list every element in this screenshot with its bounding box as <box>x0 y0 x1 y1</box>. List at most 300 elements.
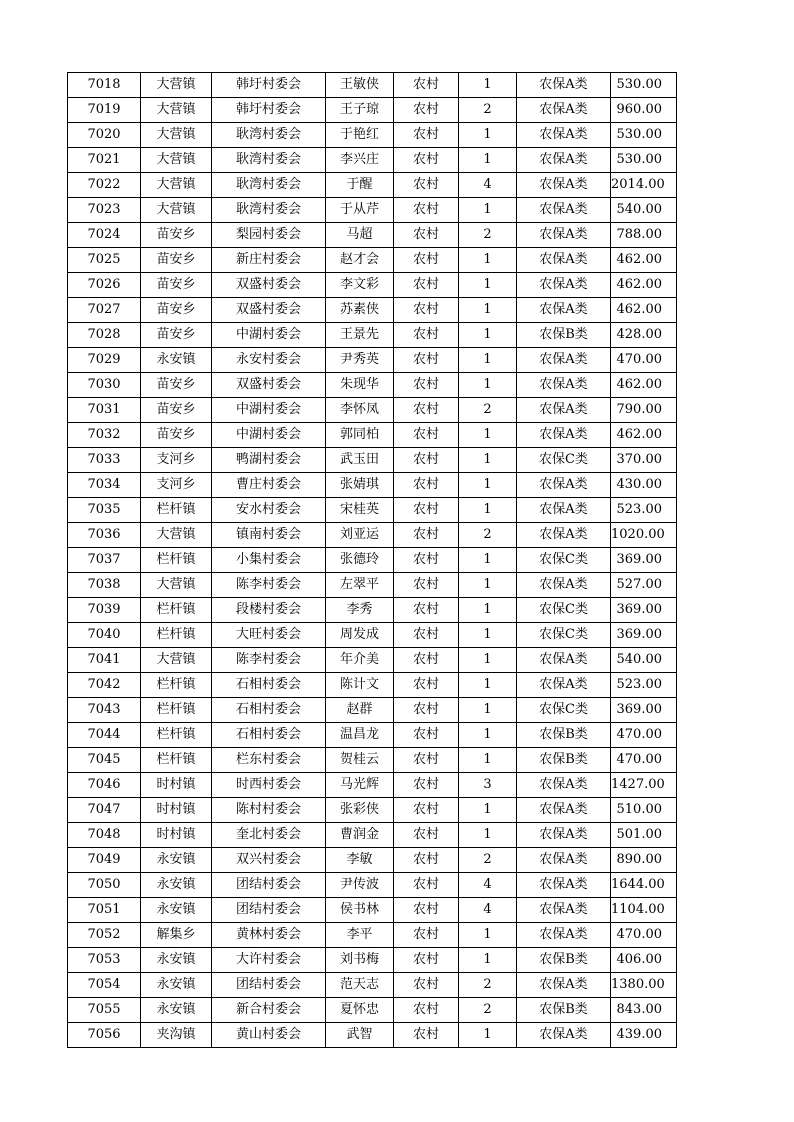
village-committee-cell: 石相村委会 <box>212 698 326 723</box>
person-name-cell: 赵才会 <box>326 248 394 273</box>
member-count-cell: 1 <box>459 448 517 473</box>
amount-cell: 540.00 <box>611 198 677 223</box>
insurance-category-cell: 农保A类 <box>517 148 611 173</box>
household-type-cell: 农村 <box>394 498 459 523</box>
village-committee-cell: 栏东村委会 <box>212 748 326 773</box>
village-committee-cell: 石相村委会 <box>212 673 326 698</box>
record-id-cell: 7029 <box>68 348 141 373</box>
amount-cell: 530.00 <box>611 123 677 148</box>
table-row <box>68 948 677 973</box>
village-committee-cell: 团结村委会 <box>212 973 326 998</box>
table-row <box>68 773 677 798</box>
amount-cell: 790.00 <box>611 398 677 423</box>
record-id-cell: 7035 <box>68 498 141 523</box>
person-name-cell: 苏素侠 <box>326 298 394 323</box>
insurance-category-cell: 农保A类 <box>517 573 611 598</box>
town-cell: 栏杆镇 <box>141 723 212 748</box>
table-row <box>68 198 677 223</box>
person-name-cell: 李兴庄 <box>326 148 394 173</box>
amount-cell: 370.00 <box>611 448 677 473</box>
insurance-category-cell: 农保B类 <box>517 723 611 748</box>
person-name-cell: 刘书梅 <box>326 948 394 973</box>
member-count-cell: 1 <box>459 273 517 298</box>
record-id-cell: 7018 <box>68 73 141 98</box>
record-id-cell: 7021 <box>68 148 141 173</box>
record-id-cell: 7033 <box>68 448 141 473</box>
member-count-cell: 2 <box>459 523 517 548</box>
household-type-cell: 农村 <box>394 423 459 448</box>
amount-cell: 470.00 <box>611 723 677 748</box>
person-name-cell: 宋桂英 <box>326 498 394 523</box>
table-row <box>68 973 677 998</box>
table-row <box>68 748 677 773</box>
table-row <box>68 223 677 248</box>
insurance-category-cell: 农保B类 <box>517 998 611 1023</box>
village-committee-cell: 陈李村委会 <box>212 648 326 673</box>
town-cell: 时村镇 <box>141 798 212 823</box>
household-type-cell: 农村 <box>394 298 459 323</box>
town-cell: 苗安乡 <box>141 298 212 323</box>
household-type-cell: 农村 <box>394 848 459 873</box>
table-row <box>68 548 677 573</box>
person-name-cell: 于从芹 <box>326 198 394 223</box>
insurance-category-cell: 农保A类 <box>517 223 611 248</box>
table-row <box>68 373 677 398</box>
table-row <box>68 298 677 323</box>
member-count-cell: 1 <box>459 573 517 598</box>
household-type-cell: 农村 <box>394 898 459 923</box>
member-count-cell: 2 <box>459 998 517 1023</box>
person-name-cell: 年介美 <box>326 648 394 673</box>
household-type-cell: 农村 <box>394 948 459 973</box>
town-cell: 支河乡 <box>141 473 212 498</box>
table-row <box>68 848 677 873</box>
town-cell: 永安镇 <box>141 898 212 923</box>
table-row <box>68 923 677 948</box>
village-committee-cell: 耿湾村委会 <box>212 173 326 198</box>
table-row <box>68 623 677 648</box>
table-row <box>68 323 677 348</box>
household-type-cell: 农村 <box>394 273 459 298</box>
town-cell: 苗安乡 <box>141 398 212 423</box>
table-row <box>68 673 677 698</box>
person-name-cell: 刘亚运 <box>326 523 394 548</box>
person-name-cell: 武玉田 <box>326 448 394 473</box>
insurance-category-cell: 农保C类 <box>517 598 611 623</box>
amount-cell: 406.00 <box>611 948 677 973</box>
town-cell: 大营镇 <box>141 173 212 198</box>
person-name-cell: 温昌龙 <box>326 723 394 748</box>
amount-cell: 462.00 <box>611 273 677 298</box>
insurance-category-cell: 农保C类 <box>517 623 611 648</box>
member-count-cell: 1 <box>459 373 517 398</box>
town-cell: 夹沟镇 <box>141 1023 212 1048</box>
town-cell: 时村镇 <box>141 823 212 848</box>
table-row <box>68 423 677 448</box>
record-id-cell: 7023 <box>68 198 141 223</box>
record-id-cell: 7025 <box>68 248 141 273</box>
town-cell: 苗安乡 <box>141 273 212 298</box>
person-name-cell: 李怀凤 <box>326 398 394 423</box>
village-committee-cell: 双盛村委会 <box>212 273 326 298</box>
household-type-cell: 农村 <box>394 798 459 823</box>
town-cell: 大营镇 <box>141 148 212 173</box>
amount-cell: 369.00 <box>611 598 677 623</box>
amount-cell: 430.00 <box>611 473 677 498</box>
person-name-cell: 赵群 <box>326 698 394 723</box>
insurance-category-cell: 农保A类 <box>517 273 611 298</box>
member-count-cell: 1 <box>459 723 517 748</box>
amount-cell: 527.00 <box>611 573 677 598</box>
amount-cell: 1020.00 <box>611 523 677 548</box>
member-count-cell: 1 <box>459 673 517 698</box>
household-type-cell: 农村 <box>394 323 459 348</box>
village-committee-cell: 安水村委会 <box>212 498 326 523</box>
amount-cell: 470.00 <box>611 923 677 948</box>
table-row <box>68 998 677 1023</box>
village-committee-cell: 段楼村委会 <box>212 598 326 623</box>
amount-cell: 2014.00 <box>611 173 677 198</box>
record-id-cell: 7051 <box>68 898 141 923</box>
insurance-category-cell: 农保A类 <box>517 523 611 548</box>
insurance-category-cell: 农保A类 <box>517 773 611 798</box>
record-id-cell: 7019 <box>68 98 141 123</box>
table-row <box>68 273 677 298</box>
record-id-cell: 7036 <box>68 523 141 548</box>
insurance-category-cell: 农保C类 <box>517 548 611 573</box>
household-type-cell: 农村 <box>394 348 459 373</box>
person-name-cell: 李秀 <box>326 598 394 623</box>
insurance-category-cell: 农保A类 <box>517 1023 611 1048</box>
person-name-cell: 范天志 <box>326 973 394 998</box>
household-type-cell: 农村 <box>394 73 459 98</box>
insurance-category-cell: 农保A类 <box>517 373 611 398</box>
household-type-cell: 农村 <box>394 823 459 848</box>
household-type-cell: 农村 <box>394 248 459 273</box>
member-count-cell: 1 <box>459 473 517 498</box>
amount-cell: 1104.00 <box>611 898 677 923</box>
amount-cell: 523.00 <box>611 498 677 523</box>
table-row <box>68 173 677 198</box>
town-cell: 大营镇 <box>141 198 212 223</box>
town-cell: 大营镇 <box>141 123 212 148</box>
person-name-cell: 王景先 <box>326 323 394 348</box>
household-type-cell: 农村 <box>394 698 459 723</box>
insurance-category-cell: 农保A类 <box>517 498 611 523</box>
record-id-cell: 7030 <box>68 373 141 398</box>
amount-cell: 470.00 <box>611 348 677 373</box>
town-cell: 永安镇 <box>141 348 212 373</box>
person-name-cell: 陈计文 <box>326 673 394 698</box>
person-name-cell: 贺桂云 <box>326 748 394 773</box>
record-id-cell: 7056 <box>68 1023 141 1048</box>
amount-cell: 843.00 <box>611 998 677 1023</box>
village-committee-cell: 韩圩村委会 <box>212 73 326 98</box>
insurance-category-cell: 农保A类 <box>517 248 611 273</box>
village-committee-cell: 中湖村委会 <box>212 398 326 423</box>
member-count-cell: 1 <box>459 698 517 723</box>
village-committee-cell: 鸭湖村委会 <box>212 448 326 473</box>
member-count-cell: 1 <box>459 798 517 823</box>
person-name-cell: 尹秀英 <box>326 348 394 373</box>
insurance-category-cell: 农保A类 <box>517 973 611 998</box>
member-count-cell: 1 <box>459 123 517 148</box>
table-row <box>68 348 677 373</box>
member-count-cell: 1 <box>459 923 517 948</box>
insurance-category-cell: 农保B类 <box>517 948 611 973</box>
town-cell: 栏杆镇 <box>141 623 212 648</box>
insurance-category-cell: 农保A类 <box>517 198 611 223</box>
village-committee-cell: 小集村委会 <box>212 548 326 573</box>
table-row <box>68 73 677 98</box>
person-name-cell: 李敏 <box>326 848 394 873</box>
household-type-cell: 农村 <box>394 573 459 598</box>
member-count-cell: 1 <box>459 498 517 523</box>
amount-cell: 890.00 <box>611 848 677 873</box>
village-committee-cell: 镇南村委会 <box>212 523 326 548</box>
household-type-cell: 农村 <box>394 98 459 123</box>
household-type-cell: 农村 <box>394 173 459 198</box>
town-cell: 栏杆镇 <box>141 498 212 523</box>
person-name-cell: 尹传波 <box>326 873 394 898</box>
village-committee-cell: 双盛村委会 <box>212 298 326 323</box>
amount-cell: 462.00 <box>611 248 677 273</box>
household-type-cell: 农村 <box>394 998 459 1023</box>
amount-cell: 788.00 <box>611 223 677 248</box>
record-id-cell: 7044 <box>68 723 141 748</box>
town-cell: 支河乡 <box>141 448 212 473</box>
person-name-cell: 武智 <box>326 1023 394 1048</box>
record-id-cell: 7037 <box>68 548 141 573</box>
village-committee-cell: 时西村委会 <box>212 773 326 798</box>
town-cell: 大营镇 <box>141 98 212 123</box>
record-id-cell: 7038 <box>68 573 141 598</box>
person-name-cell: 张德玲 <box>326 548 394 573</box>
record-id-cell: 7046 <box>68 773 141 798</box>
amount-cell: 369.00 <box>611 548 677 573</box>
town-cell: 永安镇 <box>141 998 212 1023</box>
table-row <box>68 98 677 123</box>
household-type-cell: 农村 <box>394 973 459 998</box>
insurance-category-cell: 农保A类 <box>517 123 611 148</box>
record-id-cell: 7047 <box>68 798 141 823</box>
amount-cell: 530.00 <box>611 148 677 173</box>
record-id-cell: 7040 <box>68 623 141 648</box>
village-committee-cell: 奎北村委会 <box>212 823 326 848</box>
town-cell: 大营镇 <box>141 648 212 673</box>
record-id-cell: 7031 <box>68 398 141 423</box>
table-row <box>68 473 677 498</box>
village-committee-cell: 陈村村委会 <box>212 798 326 823</box>
member-count-cell: 2 <box>459 848 517 873</box>
village-committee-cell: 团结村委会 <box>212 873 326 898</box>
amount-cell: 369.00 <box>611 623 677 648</box>
insurance-category-cell: 农保A类 <box>517 423 611 448</box>
town-cell: 苗安乡 <box>141 248 212 273</box>
record-id-cell: 7055 <box>68 998 141 1023</box>
amount-cell: 470.00 <box>611 748 677 773</box>
member-count-cell: 1 <box>459 73 517 98</box>
member-count-cell: 1 <box>459 823 517 848</box>
person-name-cell: 马光辉 <box>326 773 394 798</box>
insurance-category-cell: 农保A类 <box>517 648 611 673</box>
village-committee-cell: 耿湾村委会 <box>212 198 326 223</box>
table-row <box>68 1023 677 1048</box>
record-id-cell: 7020 <box>68 123 141 148</box>
member-count-cell: 3 <box>459 773 517 798</box>
amount-cell: 1427.00 <box>611 773 677 798</box>
insurance-category-cell: 农保A类 <box>517 873 611 898</box>
member-count-cell: 4 <box>459 873 517 898</box>
person-name-cell: 王敏侠 <box>326 73 394 98</box>
town-cell: 栏杆镇 <box>141 698 212 723</box>
records-table <box>67 72 677 1048</box>
table-row <box>68 698 677 723</box>
household-type-cell: 农村 <box>394 723 459 748</box>
member-count-cell: 1 <box>459 348 517 373</box>
member-count-cell: 1 <box>459 248 517 273</box>
insurance-category-cell: 农保A类 <box>517 98 611 123</box>
amount-cell: 462.00 <box>611 298 677 323</box>
record-id-cell: 7026 <box>68 273 141 298</box>
insurance-category-cell: 农保A类 <box>517 398 611 423</box>
household-type-cell: 农村 <box>394 473 459 498</box>
member-count-cell: 1 <box>459 1023 517 1048</box>
town-cell: 栏杆镇 <box>141 548 212 573</box>
amount-cell: 369.00 <box>611 698 677 723</box>
household-type-cell: 农村 <box>394 148 459 173</box>
record-id-cell: 7052 <box>68 923 141 948</box>
village-committee-cell: 中湖村委会 <box>212 323 326 348</box>
member-count-cell: 1 <box>459 748 517 773</box>
household-type-cell: 农村 <box>394 123 459 148</box>
amount-cell: 462.00 <box>611 373 677 398</box>
household-type-cell: 农村 <box>394 448 459 473</box>
household-type-cell: 农村 <box>394 373 459 398</box>
town-cell: 栏杆镇 <box>141 673 212 698</box>
town-cell: 永安镇 <box>141 848 212 873</box>
village-committee-cell: 团结村委会 <box>212 898 326 923</box>
village-committee-cell: 梨园村委会 <box>212 223 326 248</box>
member-count-cell: 1 <box>459 323 517 348</box>
person-name-cell: 张婧琪 <box>326 473 394 498</box>
record-id-cell: 7045 <box>68 748 141 773</box>
household-type-cell: 农村 <box>394 523 459 548</box>
table-row <box>68 723 677 748</box>
member-count-cell: 2 <box>459 98 517 123</box>
table-row <box>68 898 677 923</box>
town-cell: 栏杆镇 <box>141 598 212 623</box>
village-committee-cell: 黄林村委会 <box>212 923 326 948</box>
town-cell: 栏杆镇 <box>141 748 212 773</box>
member-count-cell: 1 <box>459 148 517 173</box>
table-row <box>68 598 677 623</box>
insurance-category-cell: 农保A类 <box>517 473 611 498</box>
insurance-category-cell: 农保A类 <box>517 848 611 873</box>
table-row <box>68 148 677 173</box>
village-committee-cell: 中湖村委会 <box>212 423 326 448</box>
person-name-cell: 夏怀忠 <box>326 998 394 1023</box>
town-cell: 苗安乡 <box>141 373 212 398</box>
household-type-cell: 农村 <box>394 598 459 623</box>
record-id-cell: 7024 <box>68 223 141 248</box>
record-id-cell: 7034 <box>68 473 141 498</box>
amount-cell: 1644.00 <box>611 873 677 898</box>
table-row <box>68 648 677 673</box>
member-count-cell: 1 <box>459 948 517 973</box>
table-row <box>68 873 677 898</box>
insurance-category-cell: 农保A类 <box>517 73 611 98</box>
amount-cell: 523.00 <box>611 673 677 698</box>
person-name-cell: 张彩侠 <box>326 798 394 823</box>
member-count-cell: 1 <box>459 298 517 323</box>
amount-cell: 462.00 <box>611 423 677 448</box>
person-name-cell: 马超 <box>326 223 394 248</box>
record-id-cell: 7039 <box>68 598 141 623</box>
person-name-cell: 李文彩 <box>326 273 394 298</box>
member-count-cell: 1 <box>459 648 517 673</box>
insurance-category-cell: 农保A类 <box>517 173 611 198</box>
town-cell: 苗安乡 <box>141 223 212 248</box>
member-count-cell: 2 <box>459 973 517 998</box>
record-id-cell: 7028 <box>68 323 141 348</box>
village-committee-cell: 永安村委会 <box>212 348 326 373</box>
household-type-cell: 农村 <box>394 548 459 573</box>
table-row <box>68 123 677 148</box>
town-cell: 永安镇 <box>141 873 212 898</box>
person-name-cell: 于醒 <box>326 173 394 198</box>
table-row <box>68 823 677 848</box>
amount-cell: 1380.00 <box>611 973 677 998</box>
town-cell: 苗安乡 <box>141 423 212 448</box>
village-committee-cell: 曹庄村委会 <box>212 473 326 498</box>
household-type-cell: 农村 <box>394 623 459 648</box>
member-count-cell: 1 <box>459 623 517 648</box>
records-table-container <box>67 72 677 1048</box>
household-type-cell: 农村 <box>394 748 459 773</box>
village-committee-cell: 新庄村委会 <box>212 248 326 273</box>
amount-cell: 510.00 <box>611 798 677 823</box>
amount-cell: 439.00 <box>611 1023 677 1048</box>
village-committee-cell: 大许村委会 <box>212 948 326 973</box>
record-id-cell: 7049 <box>68 848 141 873</box>
amount-cell: 428.00 <box>611 323 677 348</box>
insurance-category-cell: 农保A类 <box>517 673 611 698</box>
member-count-cell: 1 <box>459 198 517 223</box>
record-id-cell: 7032 <box>68 423 141 448</box>
table-row <box>68 398 677 423</box>
member-count-cell: 4 <box>459 173 517 198</box>
record-id-cell: 7042 <box>68 673 141 698</box>
table-row <box>68 498 677 523</box>
member-count-cell: 1 <box>459 423 517 448</box>
insurance-category-cell: 农保B类 <box>517 323 611 348</box>
record-id-cell: 7054 <box>68 973 141 998</box>
household-type-cell: 农村 <box>394 398 459 423</box>
person-name-cell: 王子琼 <box>326 98 394 123</box>
village-committee-cell: 石相村委会 <box>212 723 326 748</box>
person-name-cell: 朱现华 <box>326 373 394 398</box>
town-cell: 大营镇 <box>141 73 212 98</box>
table-row <box>68 798 677 823</box>
insurance-category-cell: 农保A类 <box>517 923 611 948</box>
member-count-cell: 4 <box>459 898 517 923</box>
table-row <box>68 573 677 598</box>
household-type-cell: 农村 <box>394 223 459 248</box>
person-name-cell: 郭同柏 <box>326 423 394 448</box>
village-committee-cell: 双兴村委会 <box>212 848 326 873</box>
person-name-cell: 李平 <box>326 923 394 948</box>
